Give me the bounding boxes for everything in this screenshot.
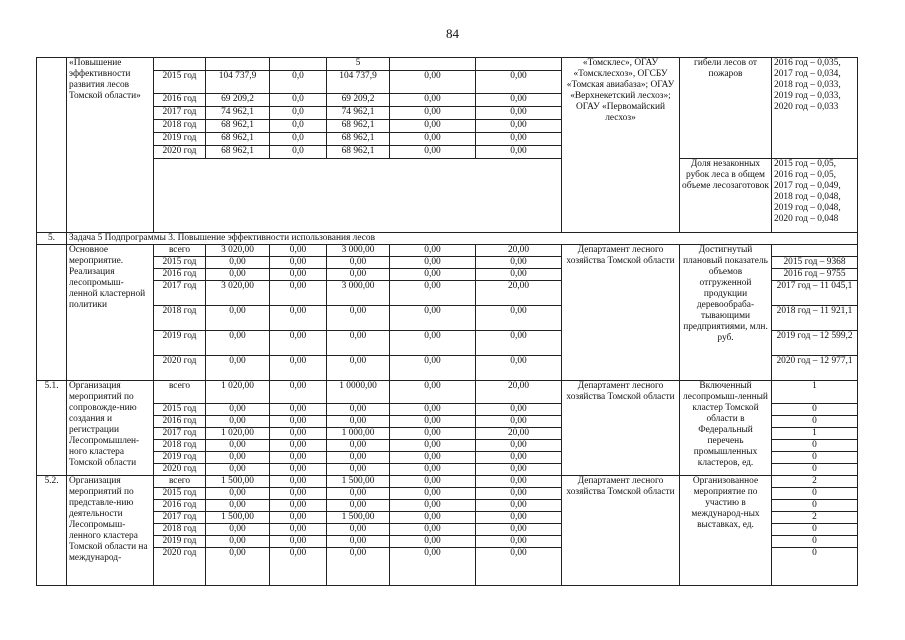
local-cell: 0,00: [390, 281, 476, 306]
measure-name: Организация мероприятий по сопровожде-нию создания и регистрации Лесопромышлен-ного кластера Томской области: [67, 381, 154, 476]
indicator-name: гибели лесов от пожаров: [680, 58, 772, 159]
federal-cell: 0,00: [270, 269, 327, 281]
extra-cell: 0,00: [476, 120, 562, 133]
extra-cell: 0,00: [476, 257, 562, 269]
table-row: [37, 58, 858, 71]
total-cell: 69 209,2: [206, 94, 270, 107]
local-cell: [390, 58, 476, 71]
year-cell: 2019 год: [154, 331, 206, 356]
total-cell: 0,00: [206, 416, 270, 428]
indicator-value: 0: [772, 452, 858, 464]
indicator-name: Включенный лесопромыш-ленный кластер Томской области в Федеральный перечень промышленных кластеров, ед.: [680, 381, 772, 476]
federal-cell: 0,00: [270, 381, 327, 404]
local-cell: 0,00: [390, 257, 476, 269]
regional-cell: 0,00: [327, 416, 390, 428]
indicator-name: Доля незаконных рубок леса в общем объеме лесозаготовок: [680, 159, 772, 233]
year-cell: всего: [154, 476, 206, 488]
year-cell: 2015 год: [154, 71, 206, 94]
regional-cell: 0,00: [327, 536, 390, 548]
federal-cell: 0,00: [270, 245, 327, 257]
year-cell: 2020 год: [154, 146, 206, 159]
extra-cell: 0,00: [476, 416, 562, 428]
federal-cell: 0,00: [270, 404, 327, 416]
regional-cell: 5: [327, 58, 390, 71]
total-cell: 0,00: [206, 306, 270, 331]
federal-cell: 0,0: [270, 94, 327, 107]
indicator-value: 0: [772, 404, 858, 416]
total-cell: 0,00: [206, 257, 270, 269]
local-cell: 0,00: [390, 356, 476, 381]
total-cell: 0,00: [206, 404, 270, 416]
indicator-value: 2: [772, 512, 858, 524]
empty-cell: [154, 159, 562, 233]
extra-cell: 0,00: [476, 71, 562, 94]
local-cell: 0,00: [390, 416, 476, 428]
year-cell: 2020 год: [154, 464, 206, 476]
extra-cell: 0,00: [476, 488, 562, 500]
federal-cell: 0,0: [270, 71, 327, 94]
extra-cell: [476, 58, 562, 71]
total-cell: 0,00: [206, 524, 270, 536]
federal-cell: 0,0: [270, 146, 327, 159]
page-number: 84: [446, 26, 459, 41]
local-cell: 0,00: [390, 404, 476, 416]
year-cell: [154, 58, 206, 71]
executor-cell: «Томсклес», ОГАУ «Томсклесхоз», ОГСБУ «Томская авиабаза»; ОГАУ «Верхнекетский лесхоз»; ОГАУ «Первомайский лесхоз»: [562, 58, 680, 233]
local-cell: 0,00: [390, 536, 476, 548]
local-cell: 0,00: [390, 245, 476, 257]
table-row: [37, 233, 858, 245]
extra-cell: 0,00: [476, 356, 562, 381]
extra-cell: 0,00: [476, 476, 562, 488]
total-cell: 1 500,00: [206, 476, 270, 488]
local-cell: 0,00: [390, 524, 476, 536]
local-cell: 0,00: [390, 133, 476, 146]
regional-cell: 68 962,1: [327, 133, 390, 146]
total-cell: 0,00: [206, 269, 270, 281]
total-cell: 1 020,00: [206, 381, 270, 404]
local-cell: 0,00: [390, 269, 476, 281]
measure-name: Организация мероприятий по представле-нию деятельности Лесопромыш-ленного кластера Томской области на международ-: [67, 476, 154, 586]
extra-cell: 0,00: [476, 133, 562, 146]
indicator-value: 0: [772, 488, 858, 500]
extra-cell: 20,00: [476, 245, 562, 257]
total-cell: 0,00: [206, 464, 270, 476]
indicator-value: 0: [772, 524, 858, 536]
local-cell: 0,00: [390, 120, 476, 133]
extra-cell: 0,00: [476, 331, 562, 356]
regional-cell: 0,00: [327, 269, 390, 281]
federal-cell: 0,00: [270, 548, 327, 586]
regional-cell: 3 000,00: [327, 245, 390, 257]
total-cell: 104 737,9: [206, 71, 270, 94]
local-cell: 0,00: [390, 71, 476, 94]
federal-cell: 0,00: [270, 281, 327, 306]
extra-cell: 20,00: [476, 428, 562, 440]
indicator-value: 2019 год – 12 599,2: [772, 331, 858, 356]
extra-cell: 0,00: [476, 524, 562, 536]
num-cell: [37, 58, 67, 233]
federal-cell: 0,00: [270, 464, 327, 476]
extra-cell: 0,00: [476, 146, 562, 159]
local-cell: 0,00: [390, 381, 476, 404]
year-cell: 2018 год: [154, 120, 206, 133]
indicator-value: [772, 245, 858, 257]
regional-cell: 0,00: [327, 306, 390, 331]
local-cell: 0,00: [390, 107, 476, 120]
total-cell: [206, 58, 270, 71]
task-title: Задача 5 Подпрограммы 3. Повышение эффективности использования лесов: [67, 233, 858, 245]
regional-cell: 1 0000,00: [327, 381, 390, 404]
year-cell: 2019 год: [154, 452, 206, 464]
total-cell: 0,00: [206, 536, 270, 548]
federal-cell: 0,00: [270, 440, 327, 452]
indicator-value: 2: [772, 476, 858, 488]
indicator-value: 0: [772, 464, 858, 476]
extra-cell: 0,00: [476, 500, 562, 512]
total-cell: 68 962,1: [206, 146, 270, 159]
executor-cell: Департамент лесного хозяйства Томской области: [562, 381, 680, 476]
total-cell: 68 962,1: [206, 120, 270, 133]
total-cell: 1 020,00: [206, 428, 270, 440]
indicator-value: 2016 год – 9755: [772, 269, 858, 281]
extra-cell: 0,00: [476, 107, 562, 120]
total-cell: 3 020,00: [206, 245, 270, 257]
year-cell: 2017 год: [154, 281, 206, 306]
measure-name: «Повышение эффективности развития лесов Томской области»: [67, 58, 154, 233]
year-cell: всего: [154, 381, 206, 404]
regional-cell: 0,00: [327, 356, 390, 381]
indicator-value: 1: [772, 428, 858, 440]
year-cell: 2017 год: [154, 512, 206, 524]
federal-cell: 0,00: [270, 536, 327, 548]
extra-cell: 0,00: [476, 536, 562, 548]
local-cell: 0,00: [390, 488, 476, 500]
local-cell: 0,00: [390, 464, 476, 476]
total-cell: 0,00: [206, 331, 270, 356]
indicator-value: 0: [772, 548, 858, 586]
year-cell: 2018 год: [154, 440, 206, 452]
year-cell: 2015 год: [154, 488, 206, 500]
extra-cell: 0,00: [476, 306, 562, 331]
total-cell: 0,00: [206, 356, 270, 381]
total-cell: 1 500,00: [206, 512, 270, 524]
year-cell: 2015 год: [154, 404, 206, 416]
indicator-value: 2017 год – 11 045,1: [772, 281, 858, 306]
program-table: [36, 57, 858, 586]
local-cell: 0,00: [390, 428, 476, 440]
year-cell: 2018 год: [154, 306, 206, 331]
extra-cell: 20,00: [476, 281, 562, 306]
regional-cell: 74 962,1: [327, 107, 390, 120]
regional-cell: 104 737,9: [327, 71, 390, 94]
indicator-value: 2015 год – 9368: [772, 257, 858, 269]
regional-cell: 0,00: [327, 404, 390, 416]
year-cell: 2016 год: [154, 416, 206, 428]
local-cell: 0,00: [390, 146, 476, 159]
year-cell: 2020 год: [154, 548, 206, 586]
executor-cell: Департамент лесного хозяйства Томской области: [562, 476, 680, 586]
indicator-values: 2016 год – 0,035, 2017 год – 0,034, 2018 год – 0,033, 2019 год – 0,033, 2020 год – 0,033: [772, 58, 858, 159]
federal-cell: 0,0: [270, 120, 327, 133]
regional-cell: 0,00: [327, 257, 390, 269]
regional-cell: 68 962,1: [327, 146, 390, 159]
local-cell: 0,00: [390, 476, 476, 488]
regional-cell: 69 209,2: [327, 94, 390, 107]
year-cell: 2015 год: [154, 257, 206, 269]
total-cell: 0,00: [206, 500, 270, 512]
regional-cell: 1 000,00: [327, 428, 390, 440]
table-row: [37, 476, 858, 488]
num-cell: 5.2.: [37, 476, 67, 586]
federal-cell: [270, 58, 327, 71]
indicator-value: 2020 год – 12 977,1: [772, 356, 858, 381]
regional-cell: 0,00: [327, 500, 390, 512]
total-cell: 68 962,1: [206, 133, 270, 146]
indicator-name: Достигнутый плановый показатель объемов отгруженной продукции деревообраба-тывающими предприятиями, млн. руб.: [680, 245, 772, 381]
total-cell: 3 020,00: [206, 281, 270, 306]
federal-cell: 0,00: [270, 524, 327, 536]
measure-name: Основное мероприятие. Реализация лесопромыш-ленной кластерной политики: [67, 245, 154, 381]
total-cell: 0,00: [206, 440, 270, 452]
year-cell: 2016 год: [154, 94, 206, 107]
year-cell: 2017 год: [154, 428, 206, 440]
table-row: [37, 381, 858, 404]
federal-cell: 0,0: [270, 133, 327, 146]
year-cell: 2019 год: [154, 133, 206, 146]
local-cell: 0,00: [390, 548, 476, 586]
year-cell: 2017 год: [154, 107, 206, 120]
table-row: [37, 159, 858, 196]
extra-cell: 0,00: [476, 464, 562, 476]
total-cell: 0,00: [206, 452, 270, 464]
extra-cell: 0,00: [476, 94, 562, 107]
table-row: [37, 245, 858, 257]
federal-cell: 0,00: [270, 331, 327, 356]
year-cell: всего: [154, 245, 206, 257]
year-cell: 2016 год: [154, 500, 206, 512]
year-cell: 2019 год: [154, 536, 206, 548]
local-cell: 0,00: [390, 512, 476, 524]
federal-cell: 0,00: [270, 488, 327, 500]
federal-cell: 0,00: [270, 500, 327, 512]
year-cell: 2016 год: [154, 269, 206, 281]
indicator-value: 0: [772, 536, 858, 548]
local-cell: 0,00: [390, 306, 476, 331]
extra-cell: 0,00: [476, 440, 562, 452]
task-number: 5.: [37, 233, 67, 245]
regional-cell: 1 500,00: [327, 512, 390, 524]
extra-cell: 0,00: [476, 452, 562, 464]
federal-cell: 0,0: [270, 107, 327, 120]
local-cell: 0,00: [390, 500, 476, 512]
extra-cell: 0,00: [476, 404, 562, 416]
local-cell: 0,00: [390, 452, 476, 464]
local-cell: 0,00: [390, 94, 476, 107]
regional-cell: 0,00: [327, 464, 390, 476]
total-cell: 0,00: [206, 488, 270, 500]
total-cell: 74 962,1: [206, 107, 270, 120]
executor-cell: Департамент лесного хозяйства Томской области: [562, 245, 680, 381]
regional-cell: 0,00: [327, 548, 390, 586]
year-cell: 2020 год: [154, 356, 206, 381]
indicator-value: 0: [772, 416, 858, 428]
regional-cell: 0,00: [327, 440, 390, 452]
federal-cell: 0,00: [270, 356, 327, 381]
indicator-value: 2018 год – 11 921,1: [772, 306, 858, 331]
year-cell: 2018 год: [154, 524, 206, 536]
num-cell: [37, 245, 67, 381]
regional-cell: 68 962,1: [327, 120, 390, 133]
extra-cell: 0,00: [476, 548, 562, 586]
regional-cell: 0,00: [327, 452, 390, 464]
local-cell: 0,00: [390, 440, 476, 452]
federal-cell: 0,00: [270, 452, 327, 464]
federal-cell: 0,00: [270, 428, 327, 440]
regional-cell: 1 500,00: [327, 476, 390, 488]
regional-cell: 0,00: [327, 524, 390, 536]
indicator-value: 0: [772, 440, 858, 452]
extra-cell: 0,00: [476, 512, 562, 524]
federal-cell: 0,00: [270, 512, 327, 524]
extra-cell: 20,00: [476, 381, 562, 404]
regional-cell: 0,00: [327, 331, 390, 356]
total-cell: 0,00: [206, 548, 270, 586]
indicator-name: Организованное мероприятие по участию в международ-ных выставках, ед.: [680, 476, 772, 586]
federal-cell: 0,00: [270, 476, 327, 488]
num-cell: 5.1.: [37, 381, 67, 476]
regional-cell: 0,00: [327, 488, 390, 500]
extra-cell: 0,00: [476, 269, 562, 281]
indicator-value: 1: [772, 381, 858, 404]
regional-cell: 3 000,00: [327, 281, 390, 306]
indicator-values: 2015 год – 0,05, 2016 год – 0,05, 2017 год – 0,049, 2018 год – 0,048, 2019 год – 0,048, 2020 год – 0,048: [772, 159, 858, 233]
local-cell: 0,00: [390, 331, 476, 356]
federal-cell: 0,00: [270, 416, 327, 428]
federal-cell: 0,00: [270, 257, 327, 269]
federal-cell: 0,00: [270, 306, 327, 331]
indicator-value: 0: [772, 500, 858, 512]
